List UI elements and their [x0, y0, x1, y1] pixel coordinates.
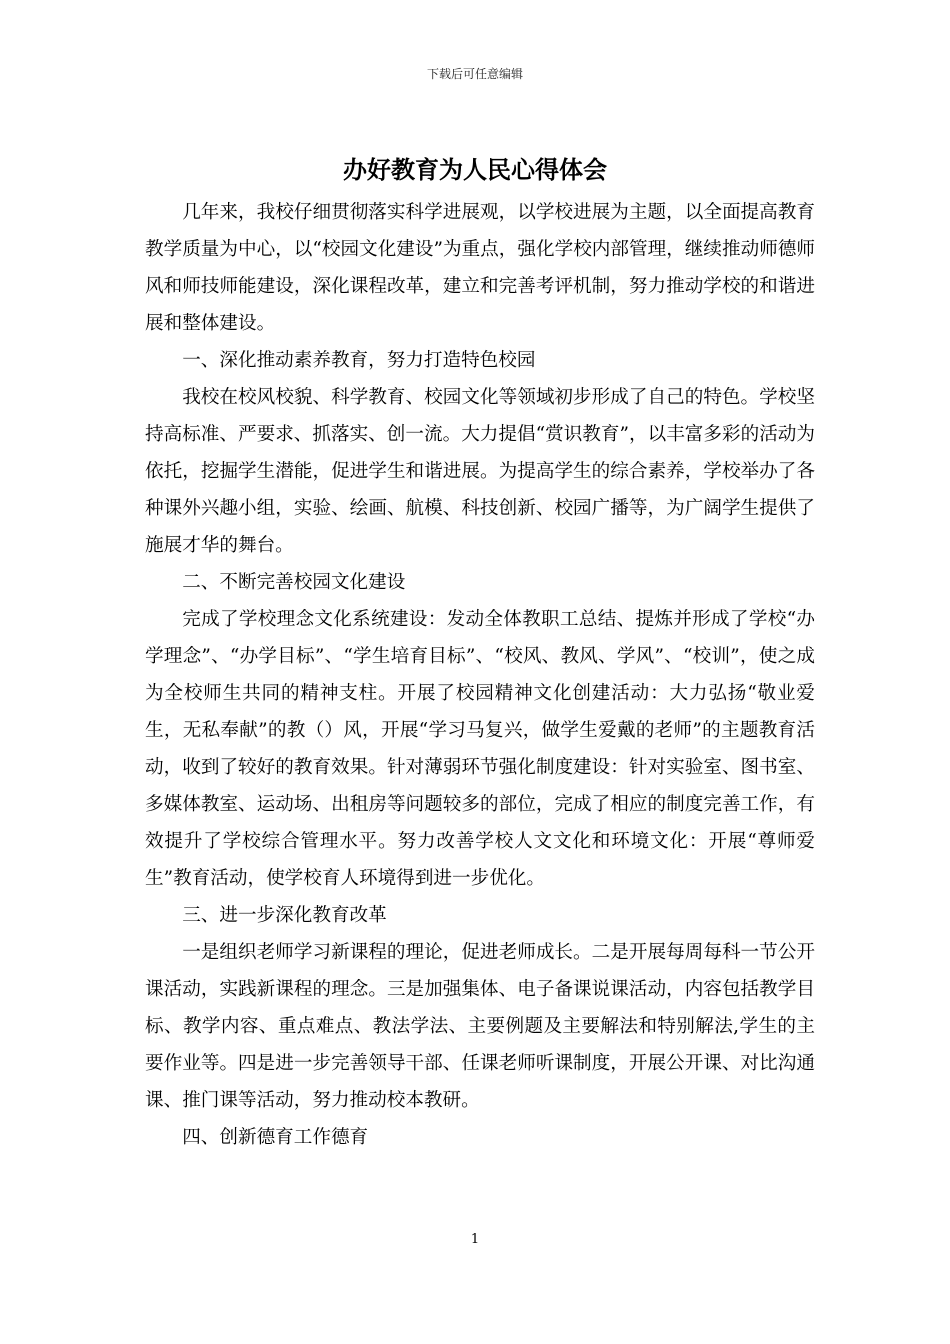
section-heading-1: 一、深化推动素养教育，努力打造特色校园 — [182, 350, 536, 371]
section-heading-4: 四、创新德育工作德育 — [182, 1127, 369, 1148]
page-number: 1 — [470, 1232, 480, 1247]
intro-paragraph: 几年来，我校仔细贯彻落实科学进展观，以学校进展为主题，以全面提高教育教学质量为中心，以“校园文化建设”为重点，强化学校内部管理，继续推动师德师风和师技师能建设，深化课程改革，建立和完善考评机制，努力推动学校的和谐进展和整体建设。 — [145, 202, 815, 334]
document-title: 办好教育为人民心得体会 — [343, 155, 607, 184]
page-header: 下载后可任意编辑 — [426, 67, 523, 81]
section-2-paragraph: 完成了学校理念文化系统建设：发动全体教职工总结、提炼并形成了学校“办学理念”、“办学目标”、“学生培育目标”、“校风、教风、学风”、“校训”，使之成为全校师生共同的精神支柱。开展了校园精神文化创建活动：大力弘扬“敬业爱生，无私奉献”的教（）风，开展“学习马复兴，做学生爱戴的老师”的主题教育活动，收到了较好的教育效果。针对薄弱环节强化制度建设：针对实验室、图书室、多媒体教室、运动场、出租房等问题较多的部位，完成了相应的制度完善工作，有效提升了学校综合管理水平。努力改善学校人文文化和环境文化：开展“尊师爱生”教育活动，使学校育人环境得到进一步优化。 — [145, 609, 815, 889]
document-body — [145, 194, 815, 1156]
section-heading-3: 三、进一步深化教育改革 — [182, 905, 387, 926]
section-heading-2: 二、不断完善校园文化建设 — [182, 572, 406, 593]
section-1-paragraph: 我校在校风校貌、科学教育、校园文化等领域初步形成了自己的特色。学校坚持高标准、严要求、抓落实、创一流。大力提倡“赏识教育”，以丰富多彩的活动为依托，挖掘学生潜能，促进学生和谐进展。为提高学生的综合素养，学校举办了各种课外兴趣小组，实验、绘画、航模、科技创新、校园广播等，为广阔学生提供了施展才华的舞台。 — [145, 387, 815, 556]
section-3-paragraph: 一是组织老师学习新课程的理论，促进老师成长。二是开展每周每科一节公开课活动，实践新课程的理念。三是加强集体、电子备课说课活动，内容包括教学目标、教学内容、重点难点、教法学法、主要例题及主要解法和特别解法,学生的主要作业等。四是进一步完善领导干部、任课老师听课制度，开展公开课、对比沟通课、推门课等活动，努力推动校本教研。 — [145, 942, 815, 1111]
